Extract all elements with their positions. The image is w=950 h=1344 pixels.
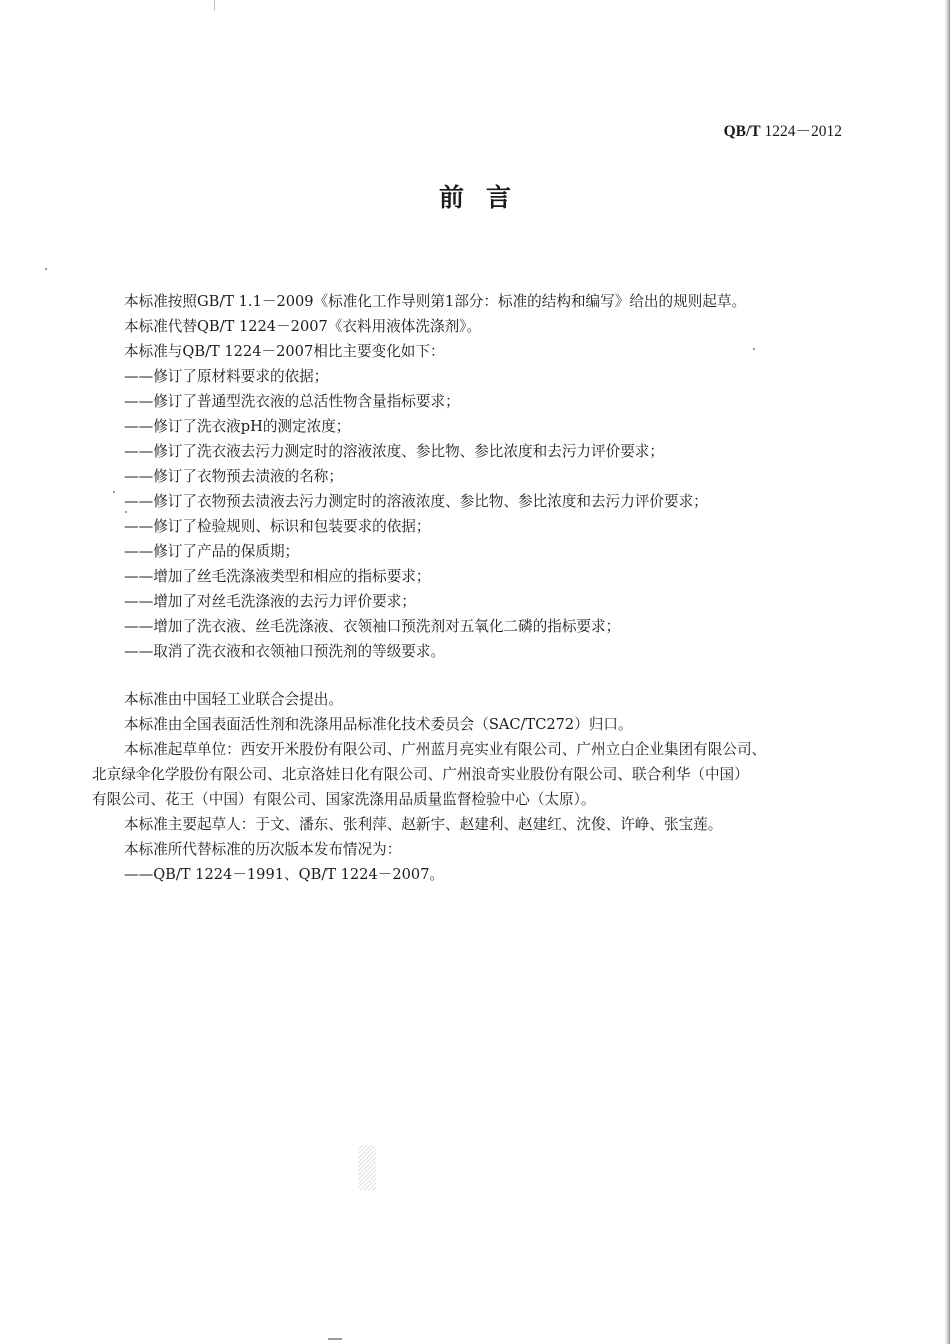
- paragraph-drafting-units: 有限公司、花王（中国）有限公司、国家洗涤用品质量监督检验中心（太原）。: [92, 791, 596, 808]
- paragraph-history-intro: 本标准所代替标准的历次版本发布情况为：: [124, 841, 402, 858]
- scan-edge-mark: [214, 0, 215, 10]
- change-item: ——取消了洗衣液和衣领袖口预洗剂的等级要求。: [124, 643, 446, 660]
- change-item: ——修订了普通型洗衣液的总活性物含量指标要求；: [124, 393, 460, 410]
- standard-code-number: 1224－2012: [760, 123, 842, 140]
- paragraph-proposed-by: 本标准由中国轻工业联合会提出。: [124, 691, 343, 708]
- paragraph-changes-intro: 本标准与QB/T 1224－2007相比主要变化如下：: [124, 343, 445, 360]
- page-title: 前言: [438, 183, 533, 212]
- standard-code: [724, 119, 842, 141]
- scan-speck: [45, 268, 47, 270]
- paragraph-drafters: 本标准主要起草人：于文、潘东、张利萍、赵新宇、赵建利、赵建红、沈俊、许峥、张宝莲。: [124, 816, 723, 833]
- change-item: ——修订了洗衣液pH的测定浓度；: [124, 418, 351, 435]
- change-item: ——修订了衣物预去渍液的名称；: [124, 468, 343, 485]
- scan-speck: [113, 491, 115, 493]
- scan-speck: [753, 348, 755, 350]
- change-item: ——修订了衣物预去渍液去污力测定时的溶液浓度、参比物、参比浓度和去污力评价要求；: [124, 493, 708, 510]
- paragraph-centralized-by: 本标准由全国表面活性剂和洗涤用品标准化技术委员会（SAC/TC272）归口。: [124, 716, 633, 733]
- scan-smudge: [358, 1145, 376, 1191]
- scan-speck: [125, 511, 127, 513]
- change-item: ——增加了对丝毛洗涤液的去污力评价要求；: [124, 593, 416, 610]
- change-item: ——增加了丝毛洗涤液类型和相应的指标要求；: [124, 568, 431, 585]
- scan-edge-mark: [328, 1338, 342, 1340]
- standard-code-prefix: QB/T: [723, 123, 761, 140]
- paragraph-replaces: 本标准代替QB/T 1224－2007《衣料用液体洗涤剂》。: [124, 318, 482, 335]
- change-item: ——修订了原材料要求的依据；: [124, 368, 329, 385]
- paragraph-drafting-units: 北京绿伞化学股份有限公司、北京洛娃日化有限公司、广州浪奇实业股份有限公司、联合利华（中国）: [92, 766, 749, 783]
- change-item: ——增加了洗衣液、丝毛洗涤液、衣领袖口预洗剂对五氧化二磷的指标要求；: [124, 618, 621, 635]
- paragraph-drafting-units: 本标准起草单位：西安开米股份有限公司、广州蓝月亮实业有限公司、广州立白企业集团有限公司、: [124, 741, 767, 758]
- paragraph-drafting-rules: 本标准按照GB/T 1.1－2009《标准化工作导则第1部分：标准的结构和编写》给出的规则起草。: [124, 293, 747, 310]
- change-item: ——修订了产品的保质期；: [124, 543, 300, 560]
- change-item: ——修订了检验规则、标识和包装要求的依据；: [124, 518, 431, 535]
- paragraph-history: ——QB/T 1224－1991、QB/T 1224－2007。: [124, 866, 445, 883]
- change-item: ——修订了洗衣液去污力测定时的溶液浓度、参比物、参比浓度和去污力评价要求；: [124, 443, 664, 460]
